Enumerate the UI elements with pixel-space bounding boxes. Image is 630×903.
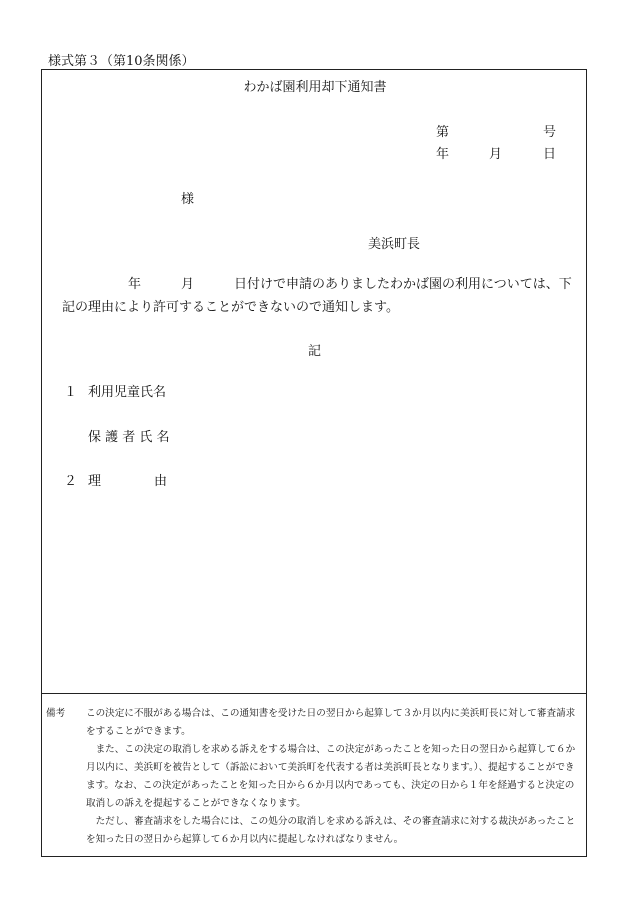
notes-paragraph-2: また、この決定の取消しを求める訴えをする場合は、この決定があったことを知った日の翌日から起算して６か月以内に、美浜町を被告として（訴訟において美浜町を代表する者は美浜町長となります。）、提起することができます。なお、この決定があったことを知った日から６か月以内であっても、決定の日から１年を経過すると決定の取消しの訴えを提起することができなくなります。 [86, 744, 576, 809]
notes-label: 備考 [46, 708, 66, 719]
date-day: 日 [543, 147, 557, 162]
ref-go: 号 [543, 125, 557, 140]
date-month: 月 [489, 147, 503, 162]
notes-paragraph-3: ただし、審査請求をした場合には、この処分の取消しを求める訴えは、その審査請求に対する裁決があったことを知った日の翌日から起算して６か月以内に提起しなければなりません。 [86, 816, 576, 845]
item-number-2: ２ [64, 474, 78, 489]
body-paragraph [62, 273, 584, 319]
ki-heading: 記 [308, 344, 322, 359]
body-line2: 記の理由により許可することができないので通知します。 [62, 300, 399, 315]
body-year: 年 [128, 277, 142, 292]
addressee-suffix: 様 [181, 192, 195, 207]
body-month: 月 [181, 277, 195, 292]
reason-label-1: 理 [88, 474, 102, 489]
notes-section [46, 705, 582, 849]
issuer-name: 美浜町長 [368, 237, 421, 252]
child-name-label: 利用児童氏名 [88, 385, 167, 400]
item-number-1: １ [64, 385, 78, 400]
document-title: わかば園利用却下通知書 [243, 80, 387, 95]
date-year: 年 [436, 147, 450, 162]
reason-label-2: 由 [154, 474, 168, 489]
notes-paragraph-1: この決定に不服がある場合は、この通知書を受けた日の翌日から起算して３か月以内に美浜町長に対して審査請求をすることができます。 [86, 708, 576, 737]
notes-divider [41, 693, 587, 694]
ref-dai: 第 [436, 125, 450, 140]
guardian-name-label: 保 護 者 氏 名 [88, 430, 170, 445]
form-number-label: 様式第３（第10条関係） [48, 54, 195, 69]
body-line1: 日付けで申請のありましたわかば園の利用については、下 [234, 277, 572, 292]
